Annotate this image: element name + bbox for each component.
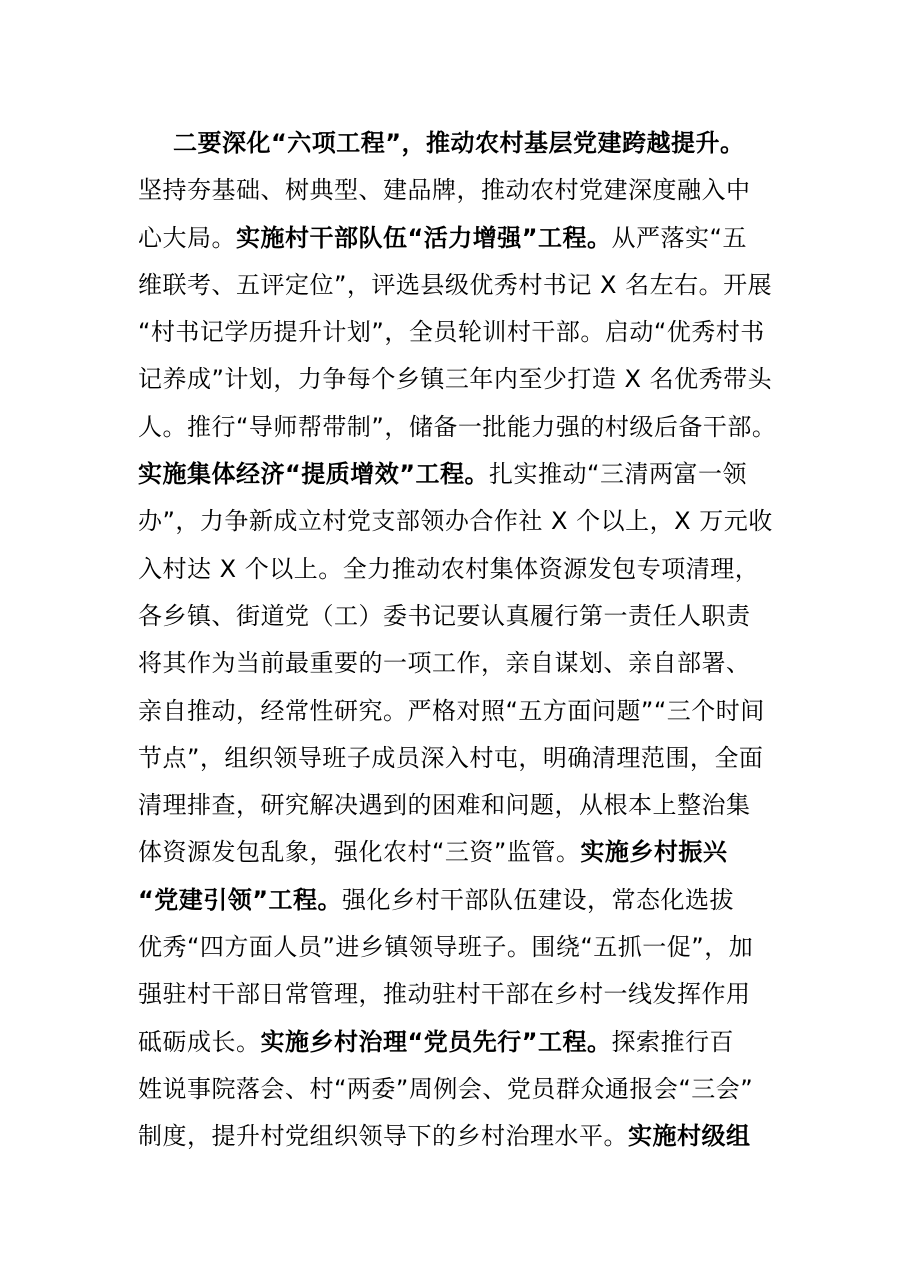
text-segment: 人。推行“导师帮带制”，储备一批能力强的村级后备干部。 [138,412,777,441]
text-segment: 强驻村干部日常管理，推动驻村干部在乡村一线发挥作用 [138,980,751,1009]
text-segment: 优秀“四方面人员”进乡镇领导班子。围绕“五抓一促”，加 [138,933,754,962]
text-segment: 将其作为当前最重要的一项工作，亲自谋划、亲自部署、 [138,649,751,678]
text-segment: 制度，提升村党组织领导下的乡村治理水平。 [138,1122,628,1151]
text-segment: “村书记学历提升计划”，全员轮训村干部。启动“优秀村书 [138,318,765,347]
text-segment: 亲自推动，经常性研究。严格对照“五方面问题”“三个时间 [138,696,765,725]
text-segment: 心大局。 [138,223,236,252]
text-segment: 维联考、五评定位”，评选县级优秀村书记 X 名左右。开展 [138,270,773,299]
text-line [138,404,778,451]
text-line [138,1113,778,1160]
text-segment: 各乡镇、街道党（工）委书记要认真履行第一责任人职责 [138,601,751,630]
text-line [138,640,778,687]
text-segment: 坚持夯基础、树典型、建品牌，推动农村党建深度融入中 [138,176,751,205]
text-line [138,877,778,924]
text-line [138,593,778,640]
text-segment: 清理排查，研究解决遇到的困难和问题，从根本上整治集 [138,791,751,820]
text-line [138,1019,778,1066]
text-segment: 记养成”计划，力争每个乡镇三年内至少打造 X 名优秀带头 [138,365,773,394]
bold-text-segment: 实施乡村振兴 [580,838,728,867]
bold-text-segment: 实施村级组 [628,1122,751,1151]
text-segment: 办”，力争新成立村党支部领办合作社 X 个以上，X 万元收 [138,507,773,536]
bold-text-segment: “党建引领”工程。 [138,885,343,914]
text-line [138,546,778,593]
text-line [138,498,778,545]
text-line [138,1066,778,1113]
text-segment: 从严落实“五 [611,223,747,252]
text-segment: 扎实推动“三清两富一领 [489,460,747,489]
text-line [138,451,778,498]
document-body [138,120,778,1161]
bold-text-segment: 实施乡村治理“党员先行”工程。 [260,1027,612,1056]
text-line [138,309,778,356]
text-line [138,735,778,782]
text-segment: 体资源发包乱象，强化农村“三资”监管。 [138,838,581,867]
text-segment: 强化乡村干部队伍建设，常态化选拔 [342,885,735,914]
text-segment: 探索推行百 [611,1027,735,1056]
text-segment: 砥砺成长。 [138,1027,261,1056]
text-segment: 入村达 X 个以上。全力推动农村集体资源发包专项清理， [138,554,760,583]
text-line [138,924,778,971]
text-segment: 姓说事院落会、村“两委”周例会、党员群众通报会“三会” [138,1074,754,1103]
bold-text-segment: 实施集体经济“提质增效”工程。 [138,460,490,489]
text-line [138,688,778,735]
text-line [138,167,778,214]
text-line [138,971,778,1018]
section-heading: 二要深化“六项工程”，推动农村基层党建跨越提升。 [173,129,745,157]
text-line [138,782,778,829]
text-line [138,356,778,403]
bold-text-segment: 实施村干部队伍“活力增强”工程。 [236,223,612,252]
text-line [138,215,778,262]
text-line [138,262,778,309]
text-segment: 节点”，组织领导班子成员深入村屯，明确清理范围，全面 [138,743,764,772]
text-line [138,829,778,876]
